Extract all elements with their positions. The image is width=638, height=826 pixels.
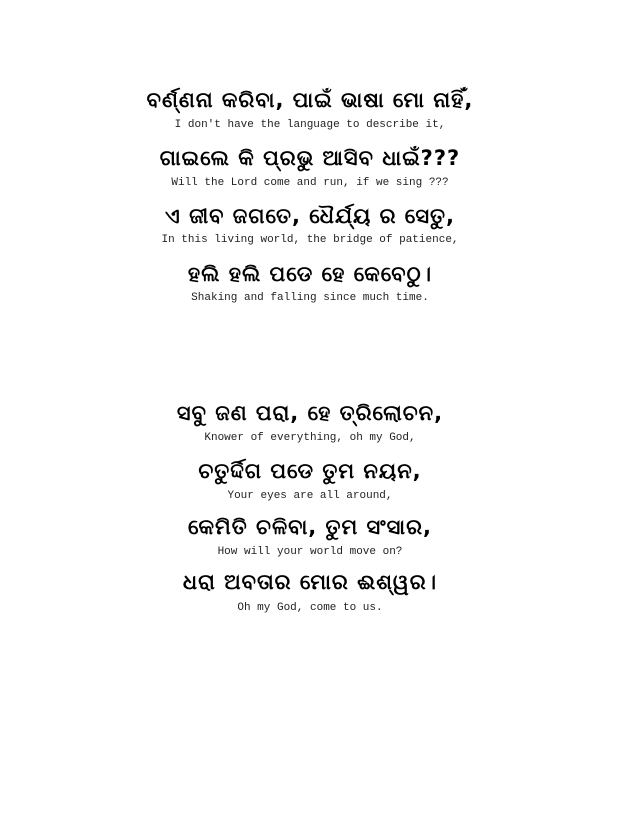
stanza2-line3-odia: କେମିତି ଚଳିବା, ତୁମ ସଂସାର, — [188, 515, 432, 539]
stanza2-line1-english: Knower of everything, oh my God, — [204, 432, 416, 444]
stanza1-line3-english: In this living world, the bridge of patience, — [161, 234, 459, 246]
stanza1-line1-odia: ବର୍ଣ୍ଣନା କରିବା, ପାଇଁ ଭାଷା ମୋ ନାହିଁ, — [146, 88, 474, 112]
stanza1-line2-odia: ଗାଇଲେ କି ପ୍ରଭୁ ଆସିବ ଧାଇଁ??? — [159, 146, 461, 170]
stanza1-line4-english: Shaking and falling since much time. — [191, 292, 429, 304]
stanza1-line2-english: Will the Lord come and run, if we sing ??? — [171, 177, 449, 189]
stanza1-line4-odia: ହଲି ହଲି ପଡେ ହେ କେବେଠୁ। — [187, 262, 433, 286]
stanza2-line2-english: Your eyes are all around, — [227, 490, 393, 502]
stanza2-line1-odia: ସବୁ ଜଣ ପରା, ହେ ତ୍ରିଲୋଚନ, — [176, 401, 444, 425]
stanza2-line4-english: Oh my God, come to us. — [237, 602, 383, 614]
stanza2-line3-english: How will your world move on? — [217, 546, 403, 558]
stanza2-line4-odia: ଧରା ଅବତାର ମୋର ଈଶ୍ୱର। — [182, 570, 438, 594]
stanza2-line2-odia: ଚତୁର୍ଦ୍ଦିଗ ପଡେ ତୁମ ନୟନ, — [198, 459, 422, 483]
stanza1-line1-english: I don't have the language to describe it, — [174, 119, 446, 131]
stanza1-line3-odia: ଏ ଜୀବ ଜଗତେ, ଧୈର୍ଯ୍ୟ ର ସେତୁ, — [165, 204, 455, 228]
